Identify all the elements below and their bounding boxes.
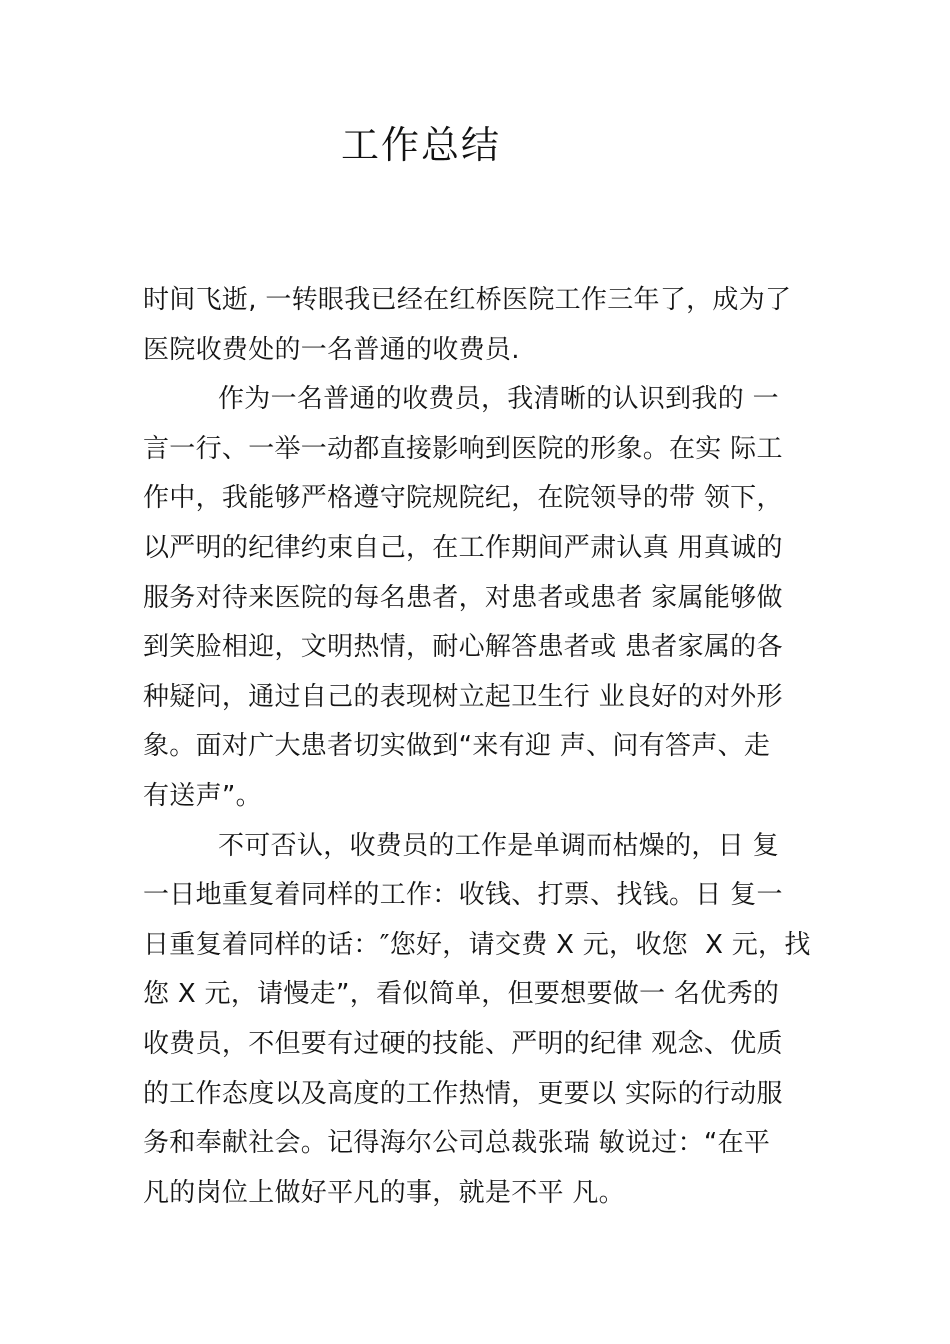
paragraph-3	[143, 822, 815, 1219]
paragraph-line: 一日地重复着同样的工作：收钱、打票、找钱。日 复一	[143, 880, 783, 911]
document-body	[143, 276, 815, 1218]
paragraph-line: 言一行、一举一动都直接影响到医院的形象。在实 际工	[143, 433, 783, 464]
paragraph-line: 时间飞逝, 一转眼我已经在红桥医院工作三年了，成为了	[143, 285, 792, 315]
paragraph-line: 服务对待来医院的每名患者，对患者或患者 家属能够做	[143, 582, 783, 613]
paragraph-line: 种疑问，通过自己的表现树立起卫生行 业良好的对外形	[143, 681, 783, 712]
paragraph-line: 到笑脸相迎，文明热情，耐心解答患者或 患者家属的各	[143, 632, 783, 663]
paragraph-line: 的工作态度以及高度的工作热情，更要以 实际的行动服	[143, 1078, 783, 1109]
paragraph-first-line: 作为一名普通的收费员，我清晰的认识到我的 一	[218, 384, 779, 415]
paragraph-line: 以严明的纪律约束自己，在工作期间严肃认真 用真诚的	[143, 532, 783, 563]
paragraph-line: 有送声”。	[143, 780, 262, 811]
paragraph-line: 日重复着同样的话：″您好，请交费 X 元，收您 X 元，找	[143, 929, 811, 960]
paragraph-line: 作中，我能够严格遵守院规院纪，在院领导的带 领下，	[143, 483, 783, 514]
paragraph-line: 凡的岗位上做好平凡的事，就是不平 凡。	[143, 1177, 625, 1208]
document-title: 工作总结	[341, 123, 502, 167]
paragraph-first-line: 不可否认，收费员的工作是单调而枯燥的，日 复	[218, 830, 779, 861]
paragraph-1	[143, 276, 815, 375]
paragraph-2	[143, 375, 815, 821]
paragraph-line: 收费员，不但要有过硬的技能、严明的纪律 观念、优质	[143, 1028, 783, 1059]
paragraph-line: 务和奉献社会。记得海尔公司总裁张瑞 敏说过：“在平	[143, 1128, 771, 1159]
paragraph-line: 您 X 元，请慢走”，看似简单，但要想要做一 名优秀的	[143, 979, 780, 1010]
paragraph-line: 医院收费处的一名普通的收费员.	[143, 334, 520, 365]
paragraph-line: 象。面对广大患者切实做到“来有迎 声、问有答声、走	[143, 731, 771, 762]
